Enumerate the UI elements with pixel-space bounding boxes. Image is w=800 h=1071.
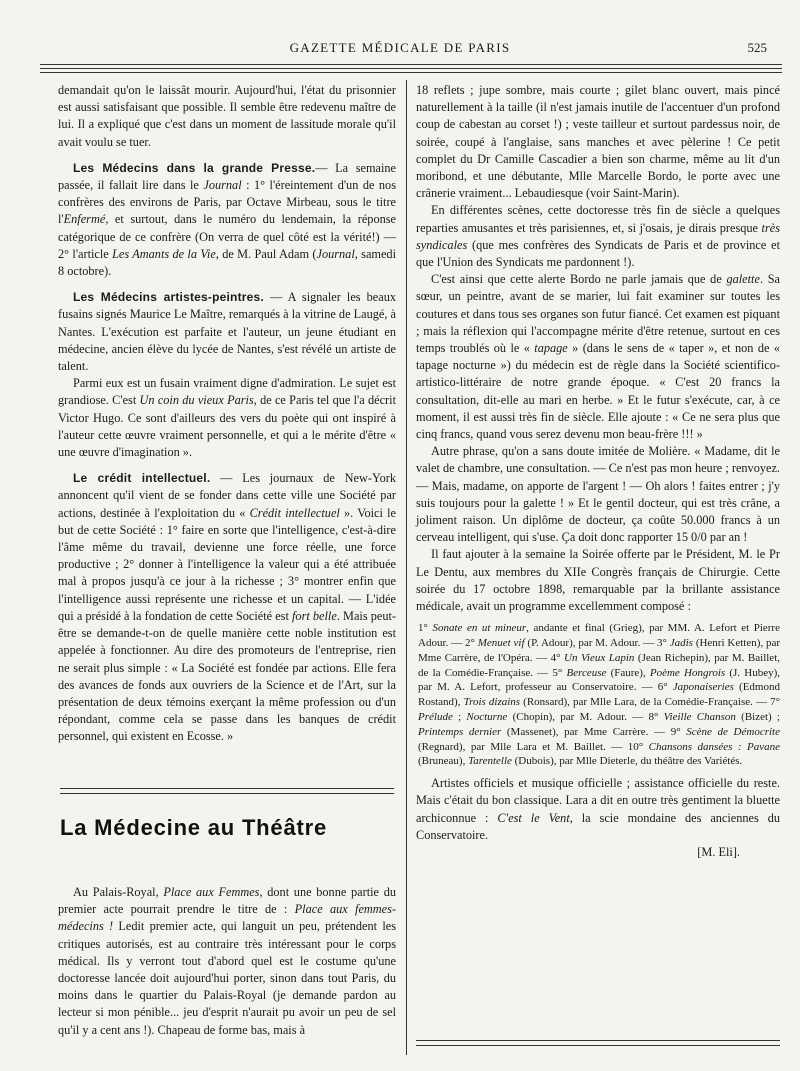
section-heading: Les Médecins artistes-peintres. bbox=[73, 290, 264, 305]
paragraph-credit: Le crédit intellectuel. — Les journaux de New-York annoncent qu'il vient de se fonder dans cette ville une Société par actions, destinée à l'exploitation du « Crédit intellectuel ». Voici le but de cette Société : 1° faire en sorte que l'intelligence, c'est-à-dire l'âme même du travail, devienne une force réelle, une force productive ; 2° donner à l'intelligence la valeur qui a été attribuée mal à propos jusqu'à ce jour à la richesse ; 3° montrer enfin que l'intelligence aussi représente une richesse et un capital. — L'idée qui a présidé à la fondation de cette Société est fort belle. Mais peut-être se demande-t-on de quelle manière cette noble institution est appelée à fonctionner. Au dire des promoteurs de l'entreprise, rien ne serait plus simple : « La Société est fondée par actions. Elle fera des avances de fonds aux ouvriers de la Science et de l'Art, sur la présentation de deux témoins exerçant la même profession ou d'un répondant, comme cela se passe dans les banques de crédit personnel, qui existent en Ecosse. » bbox=[58, 471, 396, 744]
section-rule bbox=[60, 793, 394, 794]
column-end-rule bbox=[416, 1040, 780, 1041]
paragraph: Parmi eux est un fusain vraiment digne d'admiration. Le sujet est grandiose. C'est Un coin du vieux Paris, de ce Paris tel que l'a décrit Victor Hugo. Ce sont d'ailleurs des vers du poète qui ont inspiré à l'auteur cette œuvre vraiment personnelle, et qui a le mérite d'être « une œuvre d'imagination ». bbox=[58, 376, 396, 460]
header-rule-thin bbox=[40, 72, 782, 73]
programme-list: 1° Sonate en ut mineur, andante et final (Grieg), par MM. A. Lefort et Pierre Adour. — 2° Menuet vif (P. Adour), par M. Adour. — 3° Jadis (Henri Ketten), par Mme Carrère, de l'Opéra. — 4° Un Vieux Lapin (Jean Richepin), par M. Baillet, de la Comédie-Française. — 5° Berceuse (Faure), Poème Hongrois (J. Hubey), par M. A. Lefort, professeur au Conservatoire. — 6° Japonaiseries (Edmond Rostand), Trois dizains (Ronsard), par Mlle Lara, de la Comédie-Française. — 7° Prélude ; Nocturne (Chopin), par M. Adour. — 8° Vieille Chanson (Bizet) ; Printemps dernier (Massenet), par Mme Carrère. — 9° Scène de Démocrite (Regnard), par Mlle Lara et M. Baillet. — 10° Chansons dansées : Pavane (Bruneau), Tarentelle (Dubois), par Mlle Dieterle, du théâtre des Variétés. bbox=[418, 622, 781, 768]
running-header bbox=[0, 40, 800, 60]
paragraph-presse: Les Médecins dans la grande Presse.— La semaine passée, il fallait lire dans le Journal : 1° l'éreintement d'un de nos confrères des environs de Paris, par Octave Mirbeau, sous le titre l'Enfermé, et surtout, dans le numéro du lendemain, la réponse catégorique de ce confrère (On verra de quel côté est la vérité!) — 2° l'article Les Amants de la Vie, de M. Paul Adam (Journal, samedi 8 octobre). bbox=[58, 160, 396, 279]
paragraph-theatre: Au Palais-Royal, Place aux Femmes, dont une bonne partie du premier acte pourrait prendre le titre de : Place aux femmes-médecins ! Ledit premier acte, qui languit un peu, prétendent les critiques autorisés, est au contraire très intéressant pour le corps médical. Ils y verront tout d'abord quel est le costume qu'une doctoresse lancée doit aujourd'hui porter, sinon dans tout Paris, du moins dans le quartier du Palais-Royal (je demande pardon au lecteur si mon pénible... jeu d'esprit n'aurait pu avoir un peu de sel qu'il y a cent ans !). Chapeau de forme bas, mais à bbox=[58, 885, 397, 1037]
paragraph: Artistes officiels et musique officielle ; assistance officielle du reste. Mais c'était du bon classique. Lara a dit en outre très gentiment la bluette archiconnue : C'est le Vent, la scie mondaine des anciennes du Conservatoire. bbox=[416, 776, 781, 842]
header-rule bbox=[40, 64, 782, 69]
section-heading: Le crédit intellectuel. bbox=[73, 471, 211, 486]
paragraph: 18 reflets ; jupe sombre, mais courte ; gilet blanc ouvert, mais pincé naturellement à la taille (il n'est jamais inutile de l'accentuer d'un profond coup de cabestan au corset !) ; veste tailleur et surtout pardessus noir, de soirée, coupé à l'anglaise, sans manches et avec pèlerine ! Ce petit complet du Dr Camille Cascadier a bien son charme, même au lit d'un moribond, et une débutante, Mlle Marcelle Bordo, le porte avec une crânerie vraiment... Lebaudiesque (voir Saint-Marin). bbox=[416, 83, 780, 201]
paragraph: C'est ainsi que cette alerte Bordo ne parle jamais que de galette. Sa sœur, un peintre, avant de se marier, lui fait examiner sur toutes les coutures et dans tous ses organes son futur fiancé. Cet examen est piquant ; mais la réflexion qui l'accompagne mérite d'être retenue, surtout en ces temps troublés où le « tapage » (dans le sens de « taper », et non de « tapage nocturne ») du médecin est de règle dans la Société scientifico-artistico-littéraire de notre grande époque. « C'est 20 francs la consultation, dit-elle au mari en herbe. » Et le futur s'exécute, car, à ce moment, il est aussi très fin de siècle. Elle ajoute : « Ce ne sera plus que cinq francs, quand vous serez devenu mon beau-frère !!! » bbox=[416, 272, 780, 442]
paragraph: Il faut ajouter à la semaine la Soirée offerte par le Président, M. le Pr Le Dentu, aux membres du XIIe Congrès français de Chirurgie. Cette soirée du 17 octobre 1898, remarquable par la brillante assistance médicale, avait un programme excellemment composé : bbox=[416, 547, 780, 614]
section-title: La Médecine au Théâtre bbox=[60, 815, 328, 840]
paragraph: En différentes scènes, cette doctoresse très fin de siècle a quelques reparties amusantes et très parisiennes, et, si j'osais, je dirais presque très syndicales (que mes confrères des Syndicats de Paris et de province et que l'Union des Syndicats me pardonnent !). bbox=[416, 203, 780, 270]
paragraph: Autre phrase, qu'on a sans doute imitée de Molière. « Madame, dit le valet de chambre, une consultation. — Ce n'est pas mon heure ; renvoyez. — Mais, madame, on apporte de l'argent ! — Oh alors ! faites entrer ; j'y suis toujours pour la galette ! » Et le gentil docteur, qui est très crâne, a joliment raison. Un diplôme de docteur, ça coûte 50.000 francs à un cerveau intelligent, qui s'use. Ça doit donc rapporter 15 0/0 par an ! bbox=[416, 444, 780, 545]
column-end-rule bbox=[416, 1045, 780, 1046]
author-signature: [M. Eli]. bbox=[697, 845, 740, 860]
left-column-top bbox=[58, 82, 396, 746]
right-column bbox=[416, 82, 780, 861]
section-rule bbox=[60, 788, 394, 789]
paragraph: demandait qu'on le laissât mourir. Aujourd'hui, l'état du prisonnier est aussi satisfaisant que possible. Il semble être redevenu maître de lui. Il a expliqué que c'est dans un moment de lassitude morale qu'il avait voulu se tuer. bbox=[58, 83, 396, 149]
column-divider bbox=[406, 80, 407, 1055]
page-number: 525 bbox=[747, 40, 767, 55]
journal-title: GAZETTE MÉDICALE DE PARIS bbox=[289, 40, 511, 55]
left-column-bottom bbox=[58, 884, 396, 1039]
paragraph-peintres: Les Médecins artistes-peintres. — A signaler les beaux fusains signés Maurice Le Maître, remarqués à la vitrine de Laugé, à Nantes. L'exécution est parfaite et l'auteur, un jeune étudiant en médecine, ancien élève du lycée de Nantes, s'est révélé un artiste de talent. bbox=[58, 290, 397, 374]
concert-programme bbox=[416, 621, 780, 769]
section-heading: Les Médecins dans la grande Presse. bbox=[73, 160, 316, 175]
